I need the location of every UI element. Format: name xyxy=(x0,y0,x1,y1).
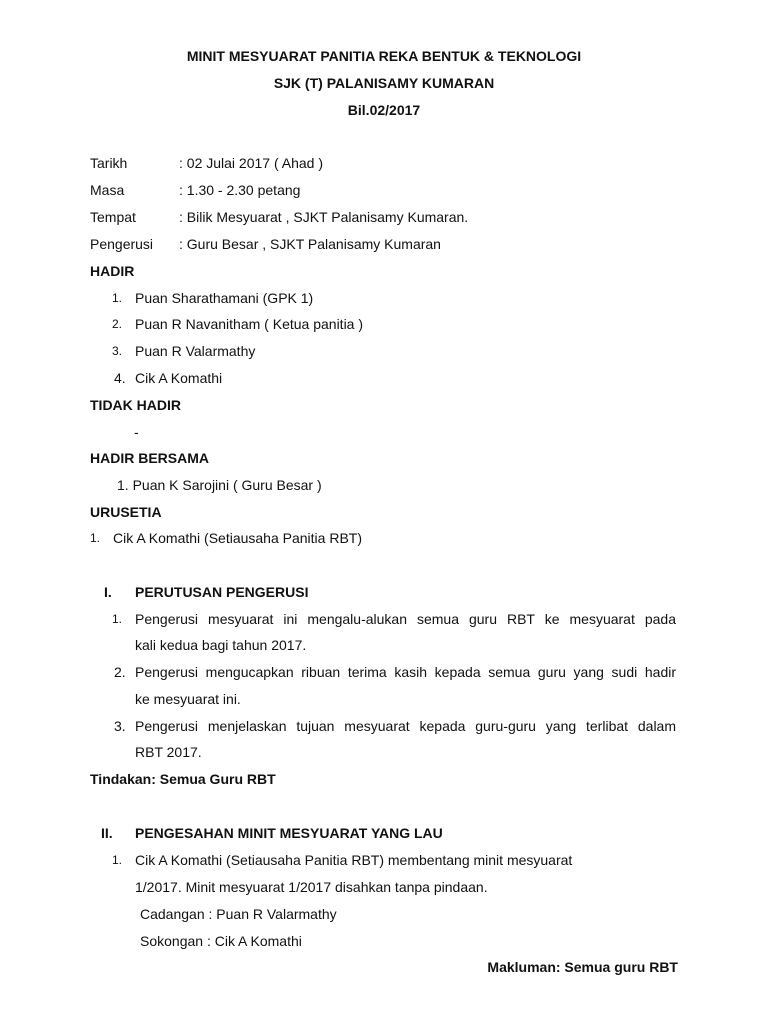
list-item-number: 4. xyxy=(114,370,126,386)
proposer-line: Cadangan : Puan R Valarmathy xyxy=(140,906,337,922)
item-text-line: Pengerusi mesyuarat ini mengalu-alukan semua guru RBT ke mesyuarat pada xyxy=(135,611,676,627)
list-item-number: 3. xyxy=(114,718,126,734)
detail-label-date: Tarikh xyxy=(90,155,128,171)
item-text-line: Pengerusi menjelaskan tujuan mesyuarat kepada guru-guru yang terlibat dalam xyxy=(135,718,676,734)
list-item-number: 2. xyxy=(112,317,123,331)
action-note: Tindakan: Semua Guru RBT xyxy=(90,771,276,787)
section-numeral: II. xyxy=(101,825,113,841)
list-item-number: 1. xyxy=(112,291,123,305)
list-item-number: 2. xyxy=(114,664,126,680)
attendee-name: Puan R Navanitham ( Ketua panitia ) xyxy=(135,316,364,332)
list-item-number: 1. xyxy=(90,531,101,545)
attendee-name: Cik A Komathi xyxy=(135,370,223,386)
section-heading: PERUTUSAN PENGERUSI xyxy=(135,584,309,600)
item-text-line: RBT 2017. xyxy=(135,744,202,760)
hadir-bersama-heading: HADIR BERSAMA xyxy=(90,450,209,466)
tidak-hadir-value: - xyxy=(134,424,139,440)
makluman-note: Makluman: Semua guru RBT xyxy=(487,959,678,975)
seconder-line: Sokongan : Cik A Komathi xyxy=(140,933,302,949)
detail-value-chair: : Guru Besar , SJKT Palanisamy Kumaran xyxy=(179,236,441,252)
tidak-hadir-heading: TIDAK HADIR xyxy=(90,397,181,413)
section-numeral: I. xyxy=(104,584,112,600)
item-text-line: 1/2017. Minit mesyuarat 1/2017 disahkan tanpa pindaan. xyxy=(135,879,488,895)
list-item-number: 1. xyxy=(112,853,123,867)
hadir-heading: HADIR xyxy=(90,263,135,279)
item-text-line: Cik A Komathi (Setiausaha Panitia RBT) membentang minit mesyuarat xyxy=(135,852,573,868)
detail-label-place: Tempat xyxy=(90,209,136,225)
detail-value-time: : 1.30 - 2.30 petang xyxy=(179,182,301,198)
attendee-name: Puan Sharathamani (GPK 1) xyxy=(135,290,314,306)
urusetia-name: Cik A Komathi (Setiausaha Panitia RBT) xyxy=(113,530,363,546)
list-item-number: 3. xyxy=(112,344,123,358)
item-text-line: kali kedua bagi tahun 2017. xyxy=(135,637,307,653)
school-name: SJK (T) PALANISAMY KUMARAN xyxy=(273,75,495,91)
list-item-number: 1. xyxy=(112,612,123,626)
hadir-bersama-item: 1. Puan K Sarojini ( Guru Besar ) xyxy=(117,477,322,493)
section-heading: PENGESAHAN MINIT MESYUARAT YANG LAU xyxy=(135,825,443,841)
item-text-line: Pengerusi mengucapkan ribuan terima kasih kepada semua guru yang sudi hadir xyxy=(135,664,676,680)
detail-value-place: : Bilik Mesyuarat , SJKT Palanisamy Kumaran. xyxy=(179,209,469,225)
meeting-number: Bil.02/2017 xyxy=(347,102,421,118)
detail-label-time: Masa xyxy=(90,182,125,198)
document-title: MINIT MESYUARAT PANITIA REKA BENTUK & TEKNOLOGI xyxy=(186,48,582,64)
attendee-name: Puan R Valarmathy xyxy=(135,343,256,359)
detail-value-date: : 02 Julai 2017 ( Ahad ) xyxy=(179,155,323,171)
urusetia-heading: URUSETIA xyxy=(90,504,162,520)
item-text-line: ke mesyuarat ini. xyxy=(135,691,241,707)
detail-label-chair: Pengerusi xyxy=(90,236,154,252)
